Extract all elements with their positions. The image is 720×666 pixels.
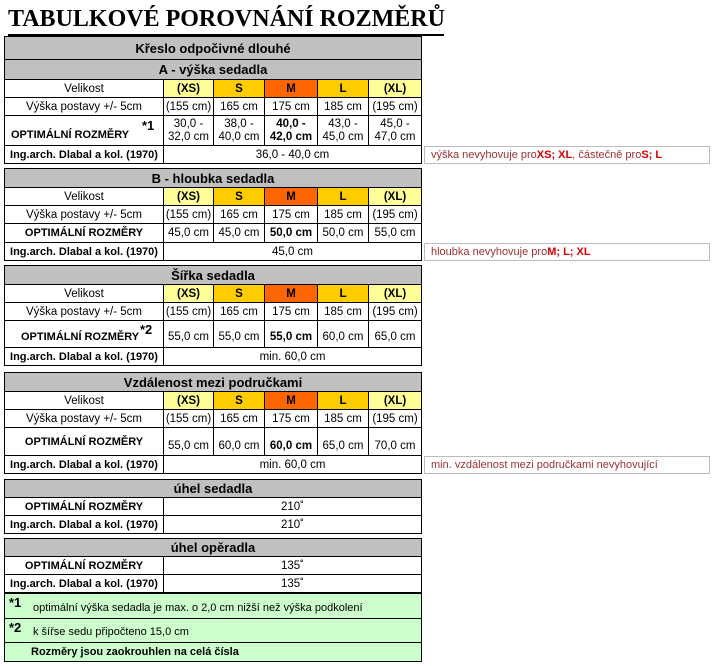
optimal-b-xs: 45,0 cm: [164, 224, 214, 243]
section-b-title: B - hloubka sedadla: [4, 168, 422, 188]
optimal-f-value: 135˚: [164, 557, 422, 575]
height-m: 175 cm: [265, 98, 318, 116]
size-m: M: [265, 188, 318, 206]
height-s: 165 cm: [214, 303, 265, 321]
size-m: M: [265, 392, 318, 410]
footnote-marker-1: *1: [142, 118, 155, 133]
optimal-label-f: OPTIMÁLNÍ ROZMĚRY: [4, 557, 164, 575]
vyska-postavy-label: Výška postavy +/- 5cm: [4, 303, 164, 321]
height-xs: (155 cm): [164, 206, 214, 224]
footnote-3-text: Rozměry jsou zaokrouhlen na celá čísla: [31, 646, 239, 658]
footnote-marker-2: *2: [140, 322, 153, 337]
height-m: 175 cm: [265, 410, 318, 428]
height-m: 175 cm: [265, 206, 318, 224]
footnote-1-text: optimální výška sedadla je max. o 2,0 cm nižší než výška podkolení: [33, 602, 363, 614]
vyska-postavy-label: Výška postavy +/- 5cm: [4, 98, 164, 116]
optimal-c-xs: 55,0 cm: [164, 321, 214, 348]
optimal-label-e: OPTIMÁLNÍ ROZMĚRY: [4, 498, 164, 516]
optimal-d-s: 60,0 cm: [214, 428, 265, 456]
reference-label-e: Ing.arch. Dlabal a kol. (1970): [4, 516, 164, 534]
optimal-d-xl: 70,0 cm: [369, 428, 422, 456]
height-s: 165 cm: [214, 98, 265, 116]
optimal-c-m: 55,0 cm: [265, 321, 318, 348]
optimal-a-xl: 45,0 - 47,0 cm: [369, 116, 422, 146]
size-l: L: [318, 285, 369, 303]
footnote-1-marker: *1: [9, 595, 22, 610]
optimal-c-s: 55,0 cm: [214, 321, 265, 348]
height-xs: (155 cm): [164, 410, 214, 428]
optimal-label-text: OPTIMÁLNÍ ROZMĚRY: [21, 331, 140, 343]
size-m: M: [265, 285, 318, 303]
reference-d-value: min. 60,0 cm: [164, 456, 422, 474]
size-xl: (XL): [369, 392, 422, 410]
height-l: 185 cm: [318, 206, 369, 224]
height-s: 165 cm: [214, 206, 265, 224]
reference-label-c: Ing.arch. Dlabal a kol. (1970): [4, 348, 164, 366]
page-title: TABULKOVÉ POROVNÁNÍ ROZMĚRŮ: [8, 4, 444, 36]
footnote-2-marker: *2: [9, 620, 22, 635]
height-s: 165 cm: [214, 410, 265, 428]
section-a-title: A - výška sedadla: [4, 60, 422, 80]
size-l: L: [318, 392, 369, 410]
size-s: S: [214, 392, 265, 410]
optimal-label-b: OPTIMÁLNÍ ROZMĚRY: [4, 224, 164, 243]
height-xl: (195 cm): [369, 410, 422, 428]
height-xl: (195 cm): [369, 206, 422, 224]
note-d: min. vzdálenost mezi područkami nevyhovující: [424, 456, 710, 474]
velikost-label: Velikost: [4, 392, 164, 410]
reference-e-value: 210˚: [164, 516, 422, 534]
main-header: Křeslo odpočivné dlouhé: [4, 36, 422, 60]
size-s: S: [214, 80, 265, 98]
size-m: M: [265, 80, 318, 98]
note-b: hloubka nevyhovuje pro M; L; XL: [424, 243, 710, 261]
optimal-a-s: 38,0 - 40,0 cm: [214, 116, 265, 146]
size-s: S: [214, 188, 265, 206]
size-xl: (XL): [369, 285, 422, 303]
reference-label-a: Ing.arch. Dlabal a kol. (1970): [4, 146, 164, 164]
section-f-title: úhel opěradla: [4, 538, 422, 557]
vyska-postavy-label: Výška postavy +/- 5cm: [4, 206, 164, 224]
footnote-1: [4, 593, 422, 619]
optimal-d-l: 65,0 cm: [318, 428, 369, 456]
height-xl: (195 cm): [369, 98, 422, 116]
footnote-2-text: k šířse sedu připočteno 15,0 cm: [33, 626, 189, 638]
size-xl: (XL): [369, 80, 422, 98]
optimal-b-m: 50,0 cm: [265, 224, 318, 243]
optimal-label-text: OPTIMÁLNÍ ROZMĚRY: [11, 128, 130, 141]
optimal-label-d: OPTIMÁLNÍ ROZMĚRY: [4, 428, 164, 456]
optimal-d-xs: 55,0 cm: [164, 428, 214, 456]
reference-f-value: 135˚: [164, 575, 422, 593]
size-xs: (XS): [164, 80, 214, 98]
optimal-a-xs: 30,0 - 32,0 cm: [164, 116, 214, 146]
velikost-label: Velikost: [4, 188, 164, 206]
size-xs: (XS): [164, 188, 214, 206]
optimal-a-l: 43,0 - 45,0 cm: [318, 116, 369, 146]
footnote-2: [4, 619, 422, 643]
optimal-d-m: 60,0 cm: [265, 428, 318, 456]
optimal-b-s: 45,0 cm: [214, 224, 265, 243]
height-l: 185 cm: [318, 98, 369, 116]
size-xs: (XS): [164, 285, 214, 303]
size-xl: (XL): [369, 188, 422, 206]
optimal-label-a: [4, 116, 164, 146]
velikost-label: Velikost: [4, 285, 164, 303]
optimal-c-xl: 65,0 cm: [369, 321, 422, 348]
section-c-title: Šířka sedadla: [4, 265, 422, 285]
optimal-b-xl: 55,0 cm: [369, 224, 422, 243]
reference-b-value: 45,0 cm: [164, 243, 422, 261]
height-l: 185 cm: [318, 410, 369, 428]
height-xl: (195 cm): [369, 303, 422, 321]
section-d-title: Vzdálenost mezi područkami: [4, 372, 422, 392]
reference-c-value: min. 60,0 cm: [164, 348, 422, 366]
vyska-postavy-label: Výška postavy +/- 5cm: [4, 410, 164, 428]
height-xs: (155 cm): [164, 303, 214, 321]
size-l: L: [318, 80, 369, 98]
section-e-title: úhel sedadla: [4, 479, 422, 498]
footnote-3: [4, 643, 422, 662]
velikost-label: Velikost: [4, 80, 164, 98]
reference-label-f: Ing.arch. Dlabal a kol. (1970): [4, 575, 164, 593]
reference-label-d: Ing.arch. Dlabal a kol. (1970): [4, 456, 164, 474]
height-xs: (155 cm): [164, 98, 214, 116]
optimal-b-l: 50,0 cm: [318, 224, 369, 243]
size-l: L: [318, 188, 369, 206]
height-l: 185 cm: [318, 303, 369, 321]
optimal-c-l: 60,0 cm: [318, 321, 369, 348]
height-m: 175 cm: [265, 303, 318, 321]
reference-a-value: 36,0 - 40,0 cm: [164, 146, 422, 164]
size-s: S: [214, 285, 265, 303]
note-a: výška nevyhovuje pro XS; XL , částečně pro S; L: [424, 146, 710, 164]
reference-label-b: Ing.arch. Dlabal a kol. (1970): [4, 243, 164, 261]
optimal-a-m: 40,0 - 42,0 cm: [265, 116, 318, 146]
size-xs: (XS): [164, 392, 214, 410]
optimal-e-value: 210˚: [164, 498, 422, 516]
